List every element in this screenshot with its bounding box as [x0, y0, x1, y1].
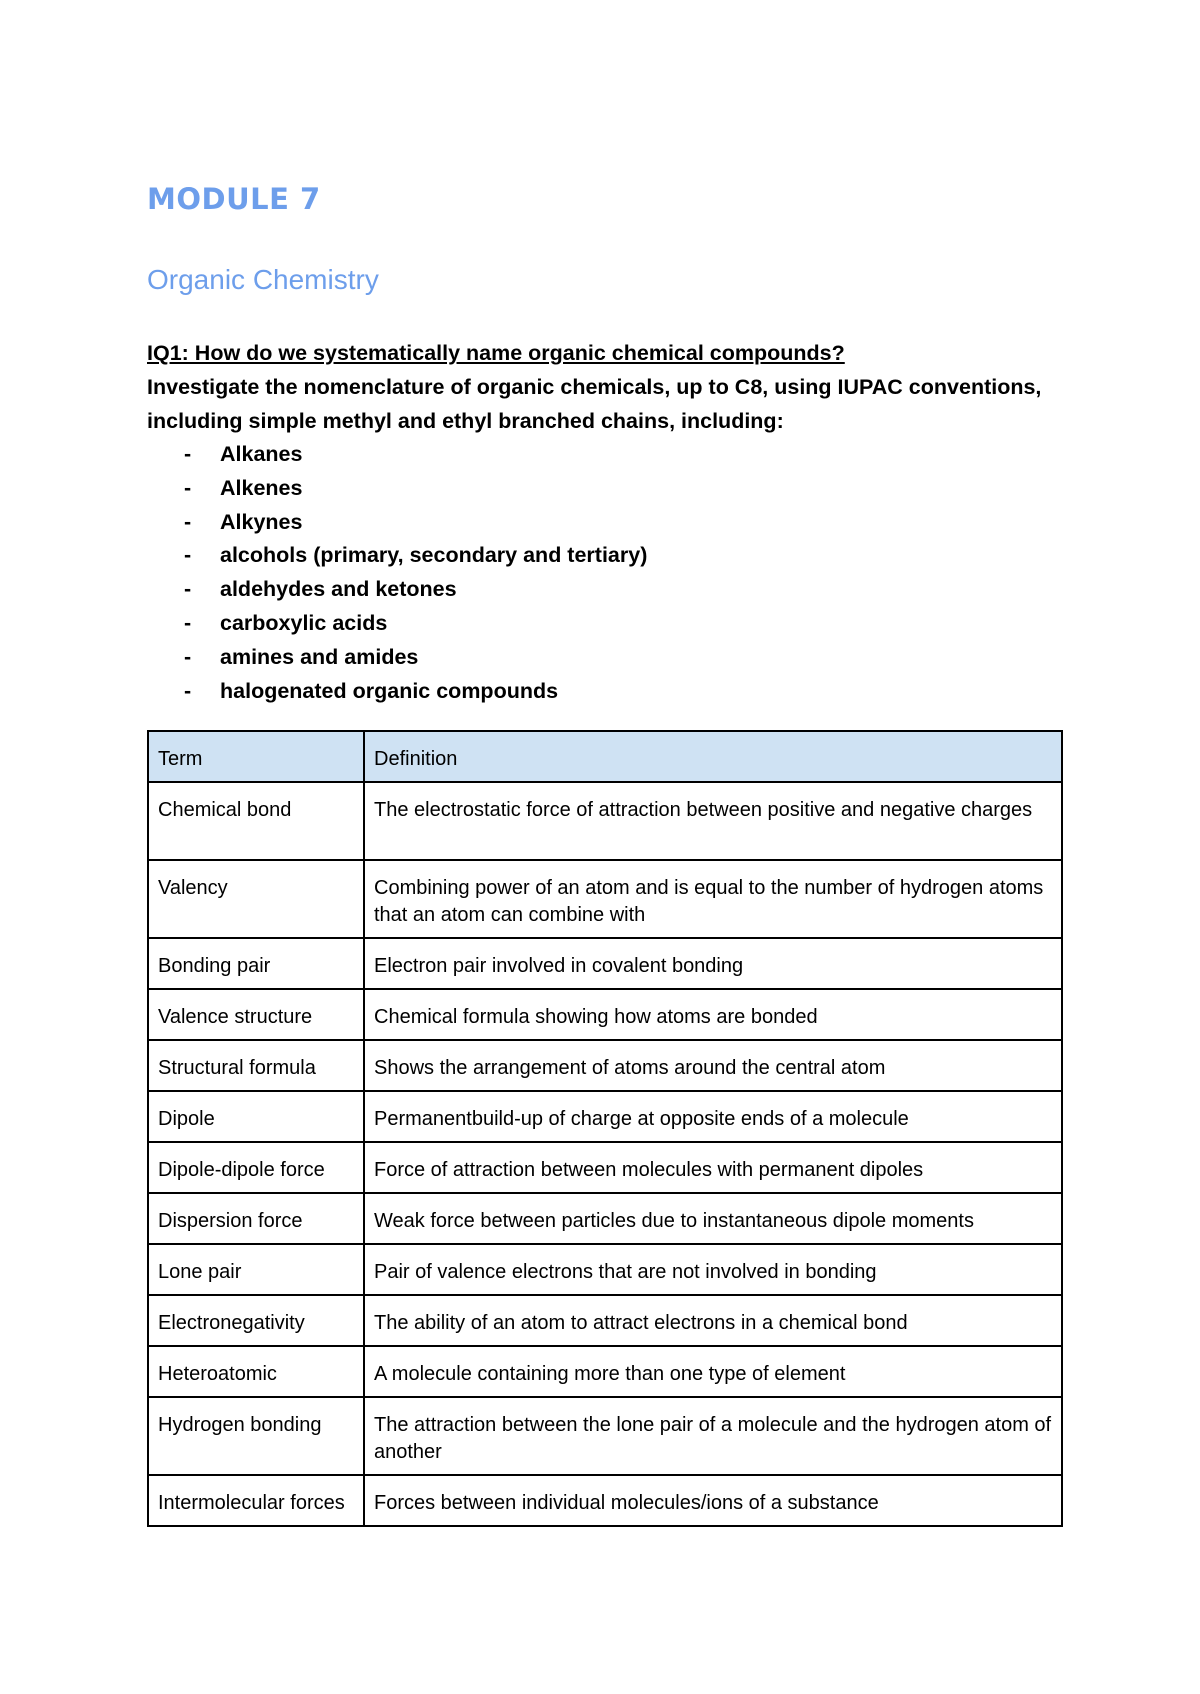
definition-cell: A molecule containing more than one type of element [364, 1346, 1062, 1397]
term-cell: Dipole-dipole force [148, 1142, 364, 1193]
terms-table [147, 730, 1063, 1527]
column-header-definition: Definition [364, 731, 1062, 782]
module-heading: MODULE 7 [147, 182, 321, 216]
table-row [148, 1091, 1062, 1142]
term-cell: Dispersion force [148, 1193, 364, 1244]
column-header-term: Term [148, 731, 364, 782]
section-subtitle: Organic Chemistry [147, 264, 379, 295]
bullet-dash: - [184, 678, 192, 703]
list-item [147, 438, 1077, 472]
table-row [148, 938, 1062, 989]
table-header-row [148, 731, 1062, 782]
list-item [147, 472, 1077, 506]
term-cell: Valence structure [148, 989, 364, 1040]
definition-cell: Shows the arrangement of atoms around the central atom [364, 1040, 1062, 1091]
term-cell: Structural formula [148, 1040, 364, 1091]
term-cell: Heteroatomic [148, 1346, 364, 1397]
table-row [148, 989, 1062, 1040]
list-item [147, 607, 1077, 641]
list-item-label: Alkenes [220, 475, 303, 500]
table-row [148, 1193, 1062, 1244]
term-cell: Dipole [148, 1091, 364, 1142]
bullet-dash: - [184, 577, 192, 602]
bullet-dash: - [184, 543, 192, 568]
table-row [148, 1040, 1062, 1091]
table-row [148, 1346, 1062, 1397]
term-cell: Bonding pair [148, 938, 364, 989]
table-row [148, 860, 1062, 938]
term-cell: Hydrogen bonding [148, 1397, 364, 1475]
bullet-dash: - [184, 610, 192, 635]
bullet-dash: - [184, 509, 192, 534]
definition-cell: Electron pair involved in covalent bonding [364, 938, 1062, 989]
list-item [147, 539, 1077, 573]
list-item-label: aldehydes and ketones [220, 577, 457, 602]
table-row [148, 1475, 1062, 1526]
definition-cell: The ability of an atom to attract electrons in a chemical bond [364, 1295, 1062, 1346]
definition-cell: The electrostatic force of attraction between positive and negative charges [364, 782, 1062, 860]
definition-cell: Chemical formula showing how atoms are bonded [364, 989, 1062, 1040]
bullet-dash: - [184, 442, 192, 466]
list-item [147, 573, 1077, 607]
term-cell: Lone pair [148, 1244, 364, 1295]
topic-list [147, 438, 1077, 708]
definition-cell: Combining power of an atom and is equal to the number of hydrogen atoms that an atom can combine with [364, 860, 1062, 938]
bullet-dash: - [184, 644, 192, 669]
table-row [148, 1244, 1062, 1295]
inquiry-question: IQ1: How do we systematically name organic chemical compounds? [147, 341, 845, 365]
term-cell: Intermolecular forces [148, 1475, 364, 1526]
definition-cell: Permanentbuild-up of charge at opposite ends of a molecule [364, 1091, 1062, 1142]
definition-cell: The attraction between the lone pair of a molecule and the hydrogen atom of another [364, 1397, 1062, 1475]
bullet-dash: - [184, 475, 192, 500]
list-item [147, 641, 1077, 675]
definition-cell: Forces between individual molecules/ions of a substance [364, 1475, 1062, 1526]
table-row [148, 1295, 1062, 1346]
list-item-label: amines and amides [220, 644, 419, 669]
term-cell: Chemical bond [148, 782, 364, 860]
definition-cell: Weak force between particles due to instantaneous dipole moments [364, 1193, 1062, 1244]
term-cell: Valency [148, 860, 364, 938]
table-row [148, 1397, 1062, 1475]
list-item-label: halogenated organic compounds [220, 678, 559, 703]
list-item [147, 506, 1077, 540]
table-row [148, 782, 1062, 860]
list-item-label: Alkynes [220, 509, 303, 534]
list-item-label: carboxylic acids [220, 610, 388, 635]
definition-cell: Force of attraction between molecules with permanent dipoles [364, 1142, 1062, 1193]
definition-cell: Pair of valence electrons that are not involved in bonding [364, 1244, 1062, 1295]
list-item-label: Alkanes [220, 442, 303, 466]
term-cell: Electronegativity [148, 1295, 364, 1346]
inquiry-question-block [147, 336, 1077, 708]
inquiry-description: Investigate the nomenclature of organic chemicals, up to C8, using IUPAC conventions, including simple methyl and ethyl branched chains, including: [147, 375, 1042, 433]
table-row [148, 1142, 1062, 1193]
list-item-label: alcohols (primary, secondary and tertiary) [220, 543, 648, 568]
list-item [147, 675, 1077, 709]
